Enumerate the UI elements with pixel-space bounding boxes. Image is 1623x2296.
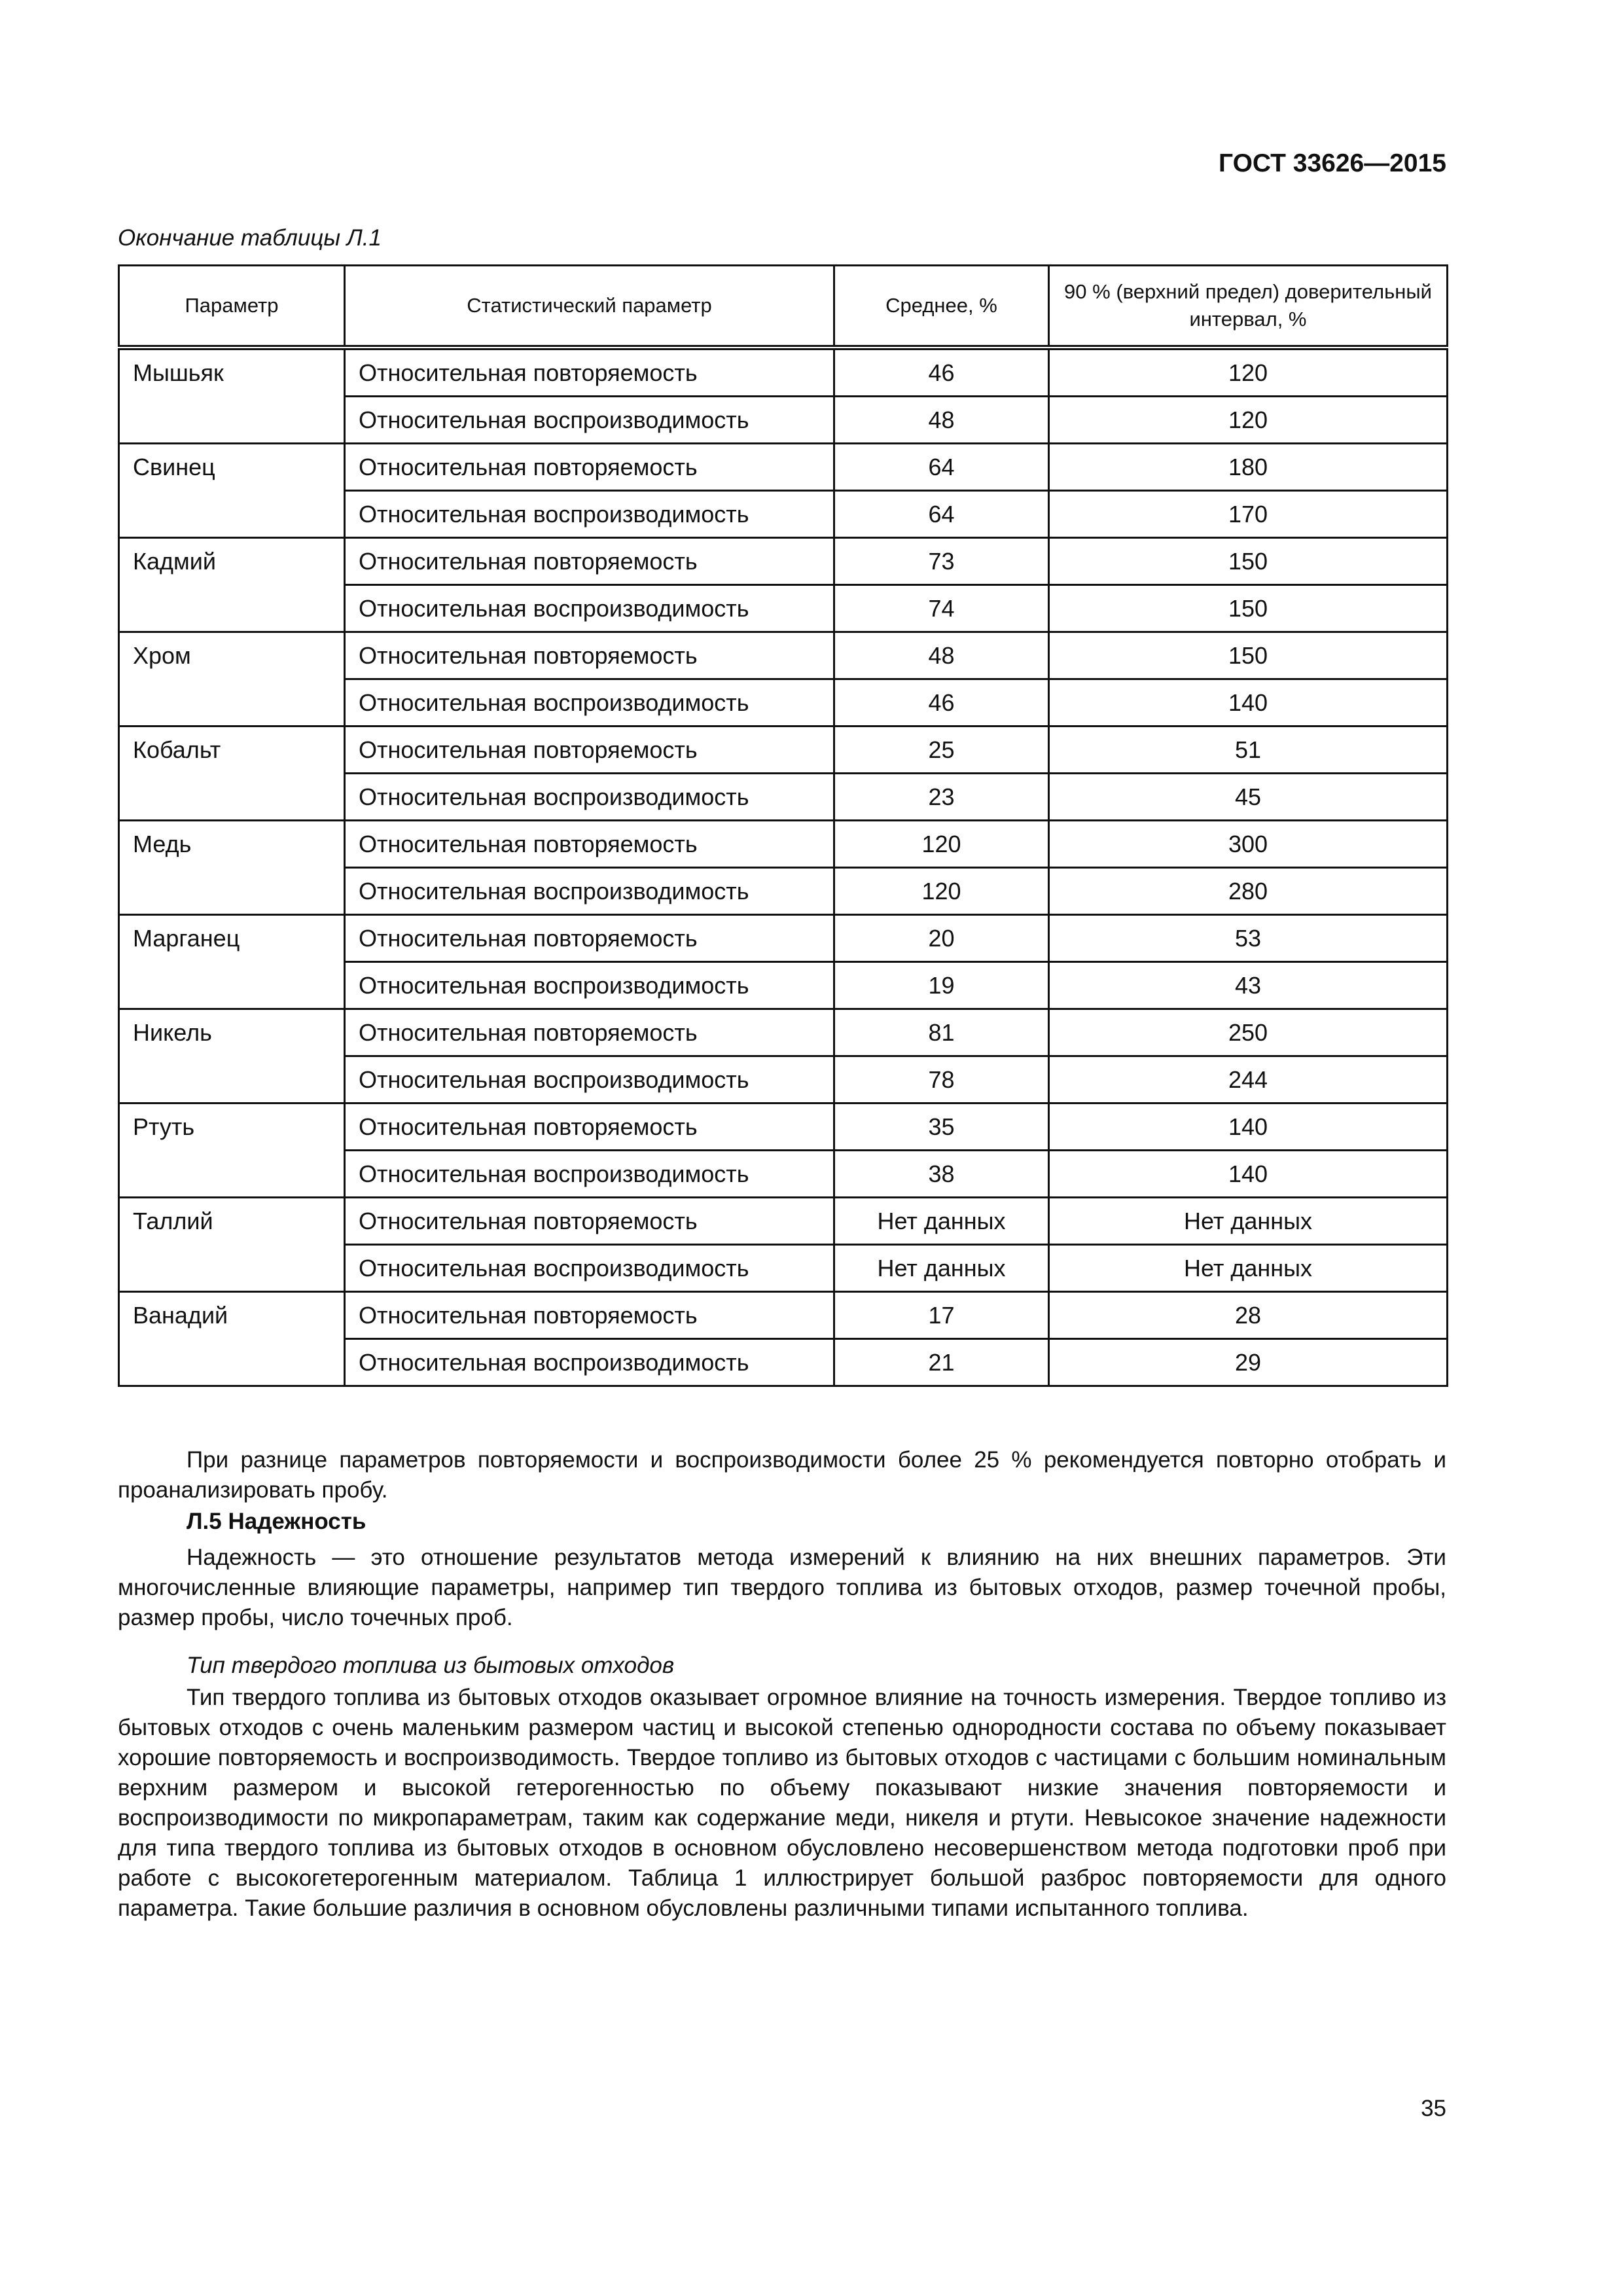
confidence-interval-cell: 120 xyxy=(1049,348,1448,397)
table-header-row xyxy=(119,266,1448,348)
column-header: 90 % (верхний предел) доверительный интервал, % xyxy=(1049,266,1448,348)
stat-parameter-cell: Относительная воспроизводимость xyxy=(345,1056,834,1103)
mean-value-cell: 73 xyxy=(834,538,1049,585)
element-name-cell: Ванадий xyxy=(119,1292,345,1386)
stat-parameter-cell: Относительная воспроизводимость xyxy=(345,774,834,821)
confidence-interval-cell: 250 xyxy=(1049,1009,1448,1056)
column-header: Статистический параметр xyxy=(345,266,834,348)
table-row xyxy=(119,1103,1448,1151)
table-caption: Окончание таблицы Л.1 xyxy=(118,225,382,251)
data-table xyxy=(118,264,1448,1387)
table-body xyxy=(119,348,1448,1386)
element-name-cell: Ртуть xyxy=(119,1103,345,1198)
confidence-interval-cell: 150 xyxy=(1049,585,1448,632)
table-row xyxy=(119,444,1448,491)
subsection-paragraph: Тип твердого топлива из бытовых отходов оказывает огромное влияние на точность измерения. Твердое топливо из бытовых отходов с очень маленьким размером частиц и высокой степенью однородности состава по объему показывает хорошие повторяемость и воспроизводимость. Твердое топливо из бытовых отходов с частицами с большим номинальным верхним размером и высокой гетерогенностью по объему показывают низкие значения повторяемости и воспроизводимости по микропараметрам, таким как содержание меди, никеля и ртути. Невысокое значение надежности для типа твердого топлива из бытовых отходов в основном обусловлено несовершенством метода подготовки проб при работе с высокогетерогенным материалом. Таблица 1 иллюстрирует большой разброс повторяемости для одного параметра. Такие большие различия в основном обусловлены различными типами испытанного топлива. xyxy=(118,1685,1446,1921)
mean-value-cell: 78 xyxy=(834,1056,1049,1103)
stat-parameter-cell: Относительная воспроизводимость xyxy=(345,962,834,1009)
element-name-cell: Медь xyxy=(119,821,345,915)
table-row xyxy=(119,538,1448,585)
element-name-cell: Таллий xyxy=(119,1198,345,1292)
mean-value-cell: 48 xyxy=(834,632,1049,679)
mean-value-cell: 17 xyxy=(834,1292,1049,1339)
mean-value-cell: 46 xyxy=(834,348,1049,397)
mean-value-cell: 23 xyxy=(834,774,1049,821)
element-name-cell: Марганец xyxy=(119,915,345,1009)
element-name-cell: Никель xyxy=(119,1009,345,1103)
confidence-interval-cell: 140 xyxy=(1049,1151,1448,1198)
element-name-cell: Кобальт xyxy=(119,726,345,821)
mean-value-cell: 25 xyxy=(834,726,1049,774)
stat-parameter-cell: Относительная воспроизводимость xyxy=(345,679,834,726)
confidence-interval-cell: 140 xyxy=(1049,679,1448,726)
stat-parameter-cell: Относительная воспроизводимость xyxy=(345,585,834,632)
mean-value-cell: 120 xyxy=(834,821,1049,868)
stat-parameter-cell: Относительная повторяемость xyxy=(345,726,834,774)
mean-value-cell: 20 xyxy=(834,915,1049,962)
confidence-interval-cell: 180 xyxy=(1049,444,1448,491)
table-row xyxy=(119,1198,1448,1245)
stat-parameter-cell: Относительная воспроизводимость xyxy=(345,1339,834,1386)
mean-value-cell: Нет данных xyxy=(834,1198,1049,1245)
stat-parameter-cell: Относительная повторяемость xyxy=(345,348,834,397)
element-name-cell: Кадмий xyxy=(119,538,345,632)
element-name-cell: Хром xyxy=(119,632,345,726)
confidence-interval-cell: 29 xyxy=(1049,1339,1448,1386)
table-row xyxy=(119,1009,1448,1056)
column-header: Параметр xyxy=(119,266,345,348)
confidence-interval-cell: 120 xyxy=(1049,397,1448,444)
element-name-cell: Мышьяк xyxy=(119,348,345,444)
section-heading: Л.5 Надежность xyxy=(187,1509,366,1534)
table-row xyxy=(119,632,1448,679)
confidence-interval-cell: 45 xyxy=(1049,774,1448,821)
confidence-interval-cell: 150 xyxy=(1049,538,1448,585)
confidence-interval-cell: Нет данных xyxy=(1049,1198,1448,1245)
mean-value-cell: 81 xyxy=(834,1009,1049,1056)
mean-value-cell: 19 xyxy=(834,962,1049,1009)
stat-parameter-cell: Относительная повторяемость xyxy=(345,632,834,679)
mean-value-cell: 74 xyxy=(834,585,1049,632)
mean-value-cell: 120 xyxy=(834,868,1049,915)
stat-parameter-cell: Относительная воспроизводимость xyxy=(345,1245,834,1292)
table-row xyxy=(119,821,1448,868)
confidence-interval-cell: 280 xyxy=(1049,868,1448,915)
column-header: Среднее, % xyxy=(834,266,1049,348)
confidence-interval-cell: Нет данных xyxy=(1049,1245,1448,1292)
stat-parameter-cell: Относительная повторяемость xyxy=(345,915,834,962)
confidence-interval-cell: 244 xyxy=(1049,1056,1448,1103)
mean-value-cell: 38 xyxy=(834,1151,1049,1198)
mean-value-cell: 46 xyxy=(834,679,1049,726)
table-row xyxy=(119,348,1448,397)
confidence-interval-cell: 170 xyxy=(1049,491,1448,538)
mean-value-cell: 64 xyxy=(834,444,1049,491)
stat-parameter-cell: Относительная повторяемость xyxy=(345,821,834,868)
stat-parameter-cell: Относительная повторяемость xyxy=(345,1198,834,1245)
mean-value-cell: 48 xyxy=(834,397,1049,444)
confidence-interval-cell: 43 xyxy=(1049,962,1448,1009)
table-row xyxy=(119,726,1448,774)
stat-parameter-cell: Относительная повторяемость xyxy=(345,538,834,585)
stat-parameter-cell: Относительная повторяемость xyxy=(345,444,834,491)
stat-parameter-cell: Относительная повторяемость xyxy=(345,1009,834,1056)
stat-parameter-cell: Относительная повторяемость xyxy=(345,1103,834,1151)
stat-parameter-cell: Относительная воспроизводимость xyxy=(345,868,834,915)
mean-value-cell: 35 xyxy=(834,1103,1049,1151)
stat-parameter-cell: Относительная воспроизводимость xyxy=(345,1151,834,1198)
stat-parameter-cell: Относительная воспроизводимость xyxy=(345,491,834,538)
confidence-interval-cell: 28 xyxy=(1049,1292,1448,1339)
stat-parameter-cell: Относительная повторяемость xyxy=(345,1292,834,1339)
page-number: 35 xyxy=(1421,2096,1446,2121)
confidence-interval-cell: 53 xyxy=(1049,915,1448,962)
table-row xyxy=(119,915,1448,962)
confidence-interval-cell: 51 xyxy=(1049,726,1448,774)
note-paragraph: При разнице параметров повторяемости и воспроизводимости более 25 % рекомендуется повторно отобрать и проанализировать пробу. xyxy=(118,1447,1446,1503)
section-paragraph: Надежность — это отношение результатов метода измерений к влиянию на них внешних параметров. Эти многочисленные влияющие параметры, например тип твердого топлива из бытовых отходов, размер точечной пробы, размер пробы, число точечных проб. xyxy=(118,1545,1446,1630)
mean-value-cell: Нет данных xyxy=(834,1245,1049,1292)
mean-value-cell: 21 xyxy=(834,1339,1049,1386)
confidence-interval-cell: 140 xyxy=(1049,1103,1448,1151)
element-name-cell: Свинец xyxy=(119,444,345,538)
confidence-interval-cell: 150 xyxy=(1049,632,1448,679)
table-row xyxy=(119,1292,1448,1339)
confidence-interval-cell: 300 xyxy=(1049,821,1448,868)
standard-code: ГОСТ 33626—2015 xyxy=(1219,149,1446,177)
subsection-title: Тип твердого топлива из бытовых отходов xyxy=(187,1653,675,1678)
stat-parameter-cell: Относительная воспроизводимость xyxy=(345,397,834,444)
mean-value-cell: 64 xyxy=(834,491,1049,538)
